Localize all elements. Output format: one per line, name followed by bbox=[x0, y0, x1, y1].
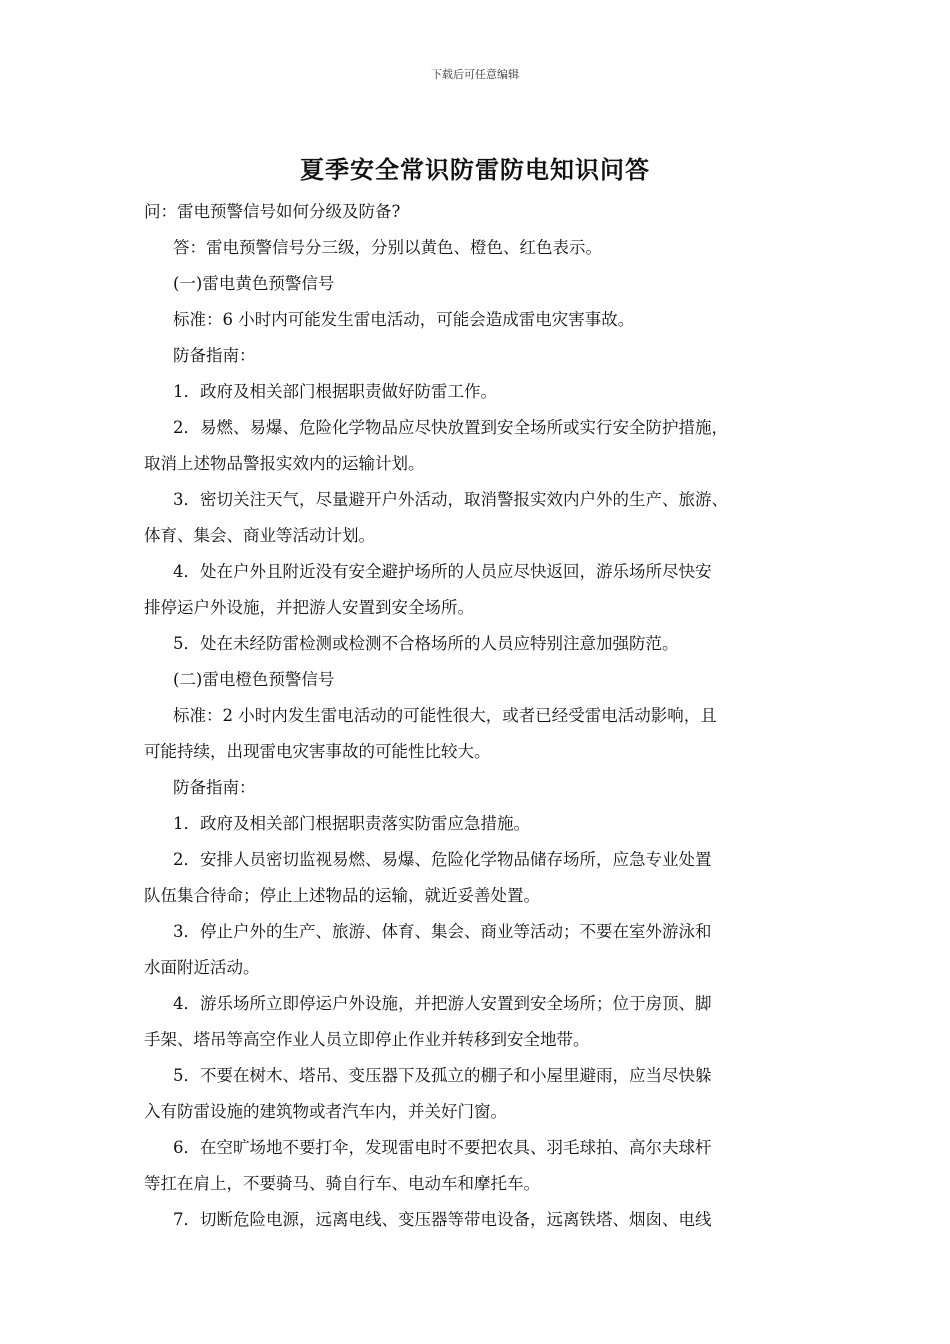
text-line: 2．易燃、易爆、危险化学物品应尽快放置到安全场所或实行安全防护措施， bbox=[173, 418, 728, 437]
text-line: 体育、集会、商业等活动计划。 bbox=[144, 526, 375, 545]
text-line: 入有防雷设施的建筑物或者汽车内，并关好门窗。 bbox=[144, 1102, 507, 1121]
text-line: 4．游乐场所立即停运户外设施，并把游人安置到安全场所；位于房顶、脚 bbox=[173, 994, 712, 1013]
text-line: 7．切断危险电源，远离电线、变压器等带电设备，远离铁塔、烟囱、电线 bbox=[173, 1210, 712, 1229]
text-line: 3．停止户外的生产、旅游、体育、集会、商业等活动；不要在室外游泳和 bbox=[173, 922, 712, 941]
text-line: (二)雷电橙色预警信号 bbox=[173, 670, 335, 689]
text-line: 2．安排人员密切监视易燃、易爆、危险化学物品储存场所，应急专业处置 bbox=[173, 850, 712, 869]
document-title: 夏季安全常识防雷防电知识问答 bbox=[300, 155, 650, 184]
text-line: 队伍集合待命；停止上述物品的运输，就近妥善处置。 bbox=[144, 886, 540, 905]
text-line: 3．密切关注天气，尽量避开户外活动，取消警报实效内户外的生产、旅游、 bbox=[173, 490, 728, 509]
text-line: 防备指南： bbox=[173, 346, 256, 365]
text-line: 答：雷电预警信号分三级，分别以黄色、橙色、红色表示。 bbox=[173, 238, 602, 257]
text-line: 1．政府及相关部门根据职责做好防雷工作。 bbox=[173, 382, 497, 401]
text-line: 水面附近活动。 bbox=[144, 958, 260, 977]
text-line: 排停运户外设施，并把游人安置到安全场所。 bbox=[144, 598, 474, 617]
text-line: 手架、塔吊等高空作业人员立即停止作业并转移到安全地带。 bbox=[144, 1030, 590, 1049]
page-header: 下载后可任意编辑 bbox=[431, 68, 519, 81]
text-line: 防备指南： bbox=[173, 778, 256, 797]
text-line: 4．处在户外且附近没有安全避护场所的人员应尽快返回，游乐场所尽快安 bbox=[173, 562, 712, 581]
text-line: 问：雷电预警信号如何分级及防备? bbox=[144, 202, 401, 221]
document-body bbox=[144, 194, 809, 1238]
text-line: 标准：2 小时内发生雷电活动的可能性很大，或者已经受雷电活动影响，且 bbox=[173, 706, 717, 725]
text-line: 6．在空旷场地不要打伞，发现雷电时不要把农具、羽毛球拍、高尔夫球杆 bbox=[173, 1138, 712, 1157]
text-line: 标准：6 小时内可能发生雷电活动，可能会造成雷电灾害事故。 bbox=[173, 310, 635, 329]
text-line: 5．不要在树木、塔吊、变压器下及孤立的棚子和小屋里避雨，应当尽快躲 bbox=[173, 1066, 712, 1085]
text-line: 可能持续，出现雷电灾害事故的可能性比较大。 bbox=[144, 742, 491, 761]
text-line: 等扛在肩上，不要骑马、骑自行车、电动车和摩托车。 bbox=[144, 1174, 540, 1193]
text-line: 1．政府及相关部门根据职责落实防雷应急措施。 bbox=[173, 814, 530, 833]
text-line: 取消上述物品警报实效内的运输计划。 bbox=[144, 454, 425, 473]
text-line: (一)雷电黄色预警信号 bbox=[173, 274, 335, 293]
text-line: 5．处在未经防雷检测或检测不合格场所的人员应特别注意加强防范。 bbox=[173, 634, 679, 653]
